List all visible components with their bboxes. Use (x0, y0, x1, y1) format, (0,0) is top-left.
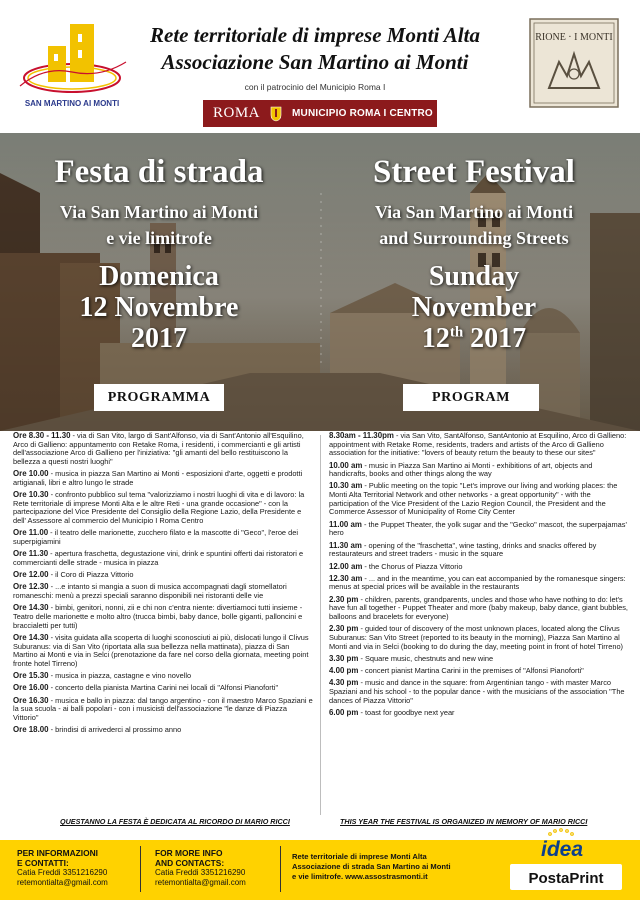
program-entry-time: Ore 10.00 (13, 469, 49, 479)
contacts-italian (17, 848, 135, 888)
program-entry (329, 596, 631, 622)
program-english (329, 432, 631, 721)
program-entry (329, 521, 631, 538)
program-entry-text: - musica in piazza San Martino ai Monti - esposizioni d'arte, oggetti e prodotti artigianali, libri e altro lungo le strade (13, 469, 303, 487)
program-entry-text: - concert pianist Martina Carini in the premises of "Alfonsi Pianoforti" (358, 666, 584, 676)
program-entry-time: Ore 11.30 (13, 549, 49, 559)
program-entry-time: 11.30 am (329, 540, 362, 550)
network-line-1: Rete territoriale di imprese Monti Alta (292, 852, 427, 861)
program-entry-text: - guided tour of discovery of the most unknown places, located along the Clivus Suburanus: San Vito Street (reported to its beauty in the morning), Piazza San Martino al Monti and via in Selci (booking to do during the day, meeting point in front of hotel Tirreno) (329, 624, 624, 651)
program-entry (329, 709, 631, 718)
title-line-1: Rete territoriale di imprese Monti Alta (150, 23, 480, 47)
network-line-3: e vie limitrofe. www.assostrasmonti.it (292, 872, 428, 881)
hero-day-en: Sunday (428, 261, 520, 292)
program-entry-time: Ore 18.00 (13, 725, 49, 735)
contact-email-it: retemontialta@gmail.com (17, 878, 108, 887)
hero-title-it: Festa di strada (54, 154, 264, 190)
program-entry-text: - the Puppet Theater, the yolk sugar and the "Gecko" mascot, the superpajamas' hero (329, 519, 627, 538)
program-entry-time: 4.00 pm (329, 666, 359, 676)
program-entry-time: Ore 15.30 (13, 671, 49, 681)
program-entry (329, 482, 631, 517)
rione-monti-seal-icon (529, 18, 619, 108)
column-divider (320, 435, 321, 815)
program-entry (329, 563, 631, 572)
program-entry (13, 726, 313, 735)
program-entry-text: - music in Piazza San Martino ai Monti - exhibitions of art, objects and handicrafts, books and other things along the way (329, 460, 593, 479)
contacts-english (155, 848, 275, 888)
hero-banner (0, 133, 640, 431)
program-entry-text: - toast for goodbye next year (358, 707, 455, 717)
footer-divider-1 (140, 846, 141, 892)
program-entry-time: 6.00 pm (329, 707, 359, 717)
program-entry (13, 529, 313, 546)
hero-ordinal-en: th (449, 324, 464, 341)
program-section (0, 431, 640, 840)
program-entry-time: Ore 10.30 (13, 490, 49, 500)
program-entry-time: 12.00 am (329, 561, 363, 571)
program-entry-text: - via San Vito, SantAlfonso, SantAntonio at Esquilino, Arco di Gallieno: appointment with Retake Rome, residents, traders and artists of the Arco di Gallieno association for the initiative: "lovers of beauty return the beauty to these our sites" (329, 431, 627, 458)
hero-date-it: 12 Novembre (79, 292, 239, 323)
hero-date-en (324, 323, 624, 354)
contacts-en-label-2: AND CONTACTS: (155, 858, 225, 868)
program-entry-text: - Square music, chestnuts and new wine (358, 653, 494, 663)
memorial-note-en: THIS YEAR THE FESTIVAL IS ORGANIZED IN MEMORY OF MARIO RICCI (340, 817, 588, 826)
postaprint-logo-icon (510, 864, 622, 890)
hero-year-en: 2017 (470, 323, 527, 354)
program-entry-text: - visita guidata alla scoperta di luoghi sconosciuti ai più, dislocati lungo il Clivus Suburanus: via di San Vito (riportata alla sua bellezza nella mattinata), piazza di San Martino ai Monti e via in Selci (prenotazione da fare nel corso della giornata, meeting point fronte hotel Tirreno) (13, 632, 309, 668)
program-entry-text: - il Coro di Piazza Vittorio (48, 570, 134, 580)
program-entry-time: Ore 8.30 - 11.30 (13, 431, 71, 440)
program-entry-time: Ore 12.00 (13, 570, 49, 580)
patronage-text: con il patrocinio del Municipio Roma I (244, 82, 386, 92)
hero-subtitle-en-2: and Surrounding Streets (379, 228, 569, 248)
network-info (292, 852, 492, 882)
program-entry-text: - bimbi, genitori, nonni, zii e chi non c'entra niente: divertiamoci tutti insieme - Teatro delle marionette e molto altro (trucca bimbi, baby dance, bolle giganti, palloncini e braccialetti per tutti) (13, 603, 303, 630)
program-entry (13, 634, 313, 669)
program-entry-time: Ore 11.00 (13, 528, 49, 538)
program-entry (13, 491, 313, 526)
hero-title-en: Street Festival (373, 154, 575, 190)
rione-seal-text: RIONE · I MONTI (535, 32, 613, 43)
contact-name-en: Catia Freddi 3351216290 (155, 868, 246, 877)
program-entry (13, 697, 313, 723)
program-entry-text: - the Chorus of Piazza Vittorio (362, 561, 463, 571)
program-entry (13, 550, 313, 567)
program-entry-text: - apertura fraschetta, degustazione vini, drink e spuntini offerti dai ristoratori e commercianti delle strade - musica in piazza (13, 549, 304, 567)
program-entry-text: - brindisi di arrivederci al prossimo anno (48, 725, 182, 735)
program-entry-text: - ... and in the meantime, you can eat accompanied by the romanesque singers: menus at special prices will be available in the restaurants (329, 573, 626, 592)
hero-day-it: Domenica (99, 261, 219, 292)
memorial-note-it: QUESTANNO LA FESTA È DEDICATA AL RICORDO DI MARIO RICCI (60, 817, 290, 826)
program-entry-time: Ore 14.30 (13, 632, 49, 642)
hero-year-it: 2017 (131, 323, 187, 354)
program-entry-text: - concerto della pianista Martina Carini nei locali di "Alfonsi Pianoforti" (48, 683, 279, 693)
logo-caption: SAN MARTINO AI MONTI (24, 99, 120, 108)
program-entry-text: - musica e ballo in piazza: dal tango argentino - con il maestro Marco Spaziani e la sua scuola - ai balli popolari - con i musicisti dell'associazione "le danze di Piazza Vittorio" (13, 695, 313, 722)
idea-logo-icon (508, 828, 628, 862)
program-entry-time: Ore 12.30 (13, 582, 49, 592)
program-entry-time: 3.30 pm (329, 653, 359, 663)
roma-crest-icon (270, 106, 282, 122)
hero-subtitle-it-1: Via San Martino ai Monti (59, 202, 259, 222)
program-entry (329, 462, 631, 479)
program-entry-text: - children, parents, grandparents, uncles and those who have nothing to do: let's have fun all together - Puppet Theater and more (baby makeup, baby dance, giant bubbles, balloons and bracelets for everyone) (329, 594, 628, 621)
program-entry-text: - confronto pubblico sul tema "valorizziamo i nostri luoghi di vita e di lavoro: la Rete territoriale di imprese Monti Alta e le altre Reti - una grande occasione" - con la partecipazione del Vice Presidente del Consiglio della Regione Lazio, della Presidente e dell' Assessore al commercio del Municipio I Roma Centro (13, 490, 305, 526)
program-entry-time: Ore 14.30 (13, 603, 49, 613)
footer-divider-2 (280, 846, 281, 892)
san-martino-logo-icon (14, 16, 134, 112)
program-entry-time: Ore 16.30 (13, 695, 49, 705)
program-label: PROGRAM (403, 384, 539, 411)
program-entry-time: Ore 16.00 (13, 683, 49, 693)
hero-subtitle-it-2: e vie limitrofe (106, 228, 212, 248)
header (0, 0, 640, 133)
program-entry (13, 672, 313, 681)
program-entry-time: 10.00 am (329, 460, 363, 470)
program-entry (329, 432, 631, 458)
hero-month-en: November (411, 292, 537, 323)
idea-logo-text: idea (540, 838, 584, 861)
program-entry-time: 12.30 am (329, 573, 363, 583)
contacts-en-label-1: FOR MORE INFO (155, 848, 223, 858)
contact-name-it: Catia Freddi 3351216290 (17, 868, 108, 877)
program-entry-text: - Public meeting on the topic "Let's improve our living and working places: the Monti Alta Territorial Network and other networks - a great opportunity" - with the participation of the Vice President of the Lazio Region Council, the President and the Commerce Assessor of Municipality of Rome City Center (329, 481, 618, 517)
contacts-it-label-2: E CONTATTI: (17, 858, 69, 868)
program-entry (329, 625, 631, 651)
program-entry (329, 575, 631, 592)
postaprint-logo-text: PostaPrint (528, 870, 604, 887)
municipio-banner (203, 100, 437, 127)
program-entry-time: 10.30 am (329, 481, 363, 491)
program-entry (329, 655, 631, 664)
contact-email-en: retemontialta@gmail.com (155, 878, 246, 887)
contacts-it-label-1: PER INFORMAZIONI (17, 848, 98, 858)
program-entry-time: 2.30 pm (329, 624, 359, 634)
program-entry-text: - opening of the "fraschetta", wine tasting, drinks and snacks offered by restaurateurs and street traders - music in the square (329, 540, 597, 559)
program-entry-text: - musica in piazza, castagne e vino novello (48, 671, 192, 681)
network-line-2: Associazione di strada San Martino ai Monti (292, 862, 451, 871)
program-entry-text: - music and dance in the square: from Argentinian tango - with master Marco Spaziani and his school - to the popular dance - with the musicians of the association "The dances of Piazza Vittorio" (329, 678, 625, 705)
program-entry (13, 684, 313, 693)
program-entry (13, 432, 313, 467)
program-entry (13, 604, 313, 630)
program-entry-time: 4.30 pm (329, 678, 359, 688)
hero-italian (14, 133, 304, 354)
program-entry (329, 542, 631, 559)
program-entry-text: - via di San Vito, largo di Sant'Alfonso, via di Sant'Antonio all'Esquilino, Arco di Gallieno: appuntamento con Retake Roma, i residenti, i commercianti e gli artisti dell'associazione Arco di Gallieno per l'iniziativa: "gli amanti del bello restituiscono la bellezza a questi nostri luoghi" (13, 431, 304, 466)
programma-label: PROGRAMMA (94, 384, 224, 411)
title-line-2: Associazione San Martino ai Monti (161, 50, 469, 74)
program-entry-text: - ...e intanto si mangia a suon di musica accompagnati dagli stornellatori romaneschi: menù a prezzi speciali saranno disponibili nei ristoranti delle vie (13, 582, 287, 601)
hero-english (324, 133, 624, 354)
roma-label: ROMA (213, 105, 261, 121)
program-entry (13, 583, 313, 600)
program-entry (329, 679, 631, 705)
program-entry-time: 8.30am - 11.30pm (329, 431, 394, 440)
program-entry (13, 470, 313, 487)
hero-daynum-en: 12 (421, 323, 450, 354)
program-entry-time: 2.30 pm (329, 594, 359, 604)
hero-subtitle-en-1: Via San Martino ai Monti (374, 202, 574, 222)
program-italian (13, 432, 313, 738)
program-entry (329, 667, 631, 676)
program-entry-time: 11.00 am (329, 519, 362, 529)
program-entry-text: - il teatro delle marionette, zucchero filato e la mascotte di "Geco", l'eroe dei superpigiamini (13, 528, 298, 546)
municipio-label: MUNICIPIO ROMA I CENTRO (292, 108, 433, 119)
organizers-title (140, 22, 490, 76)
program-entry (13, 571, 313, 580)
